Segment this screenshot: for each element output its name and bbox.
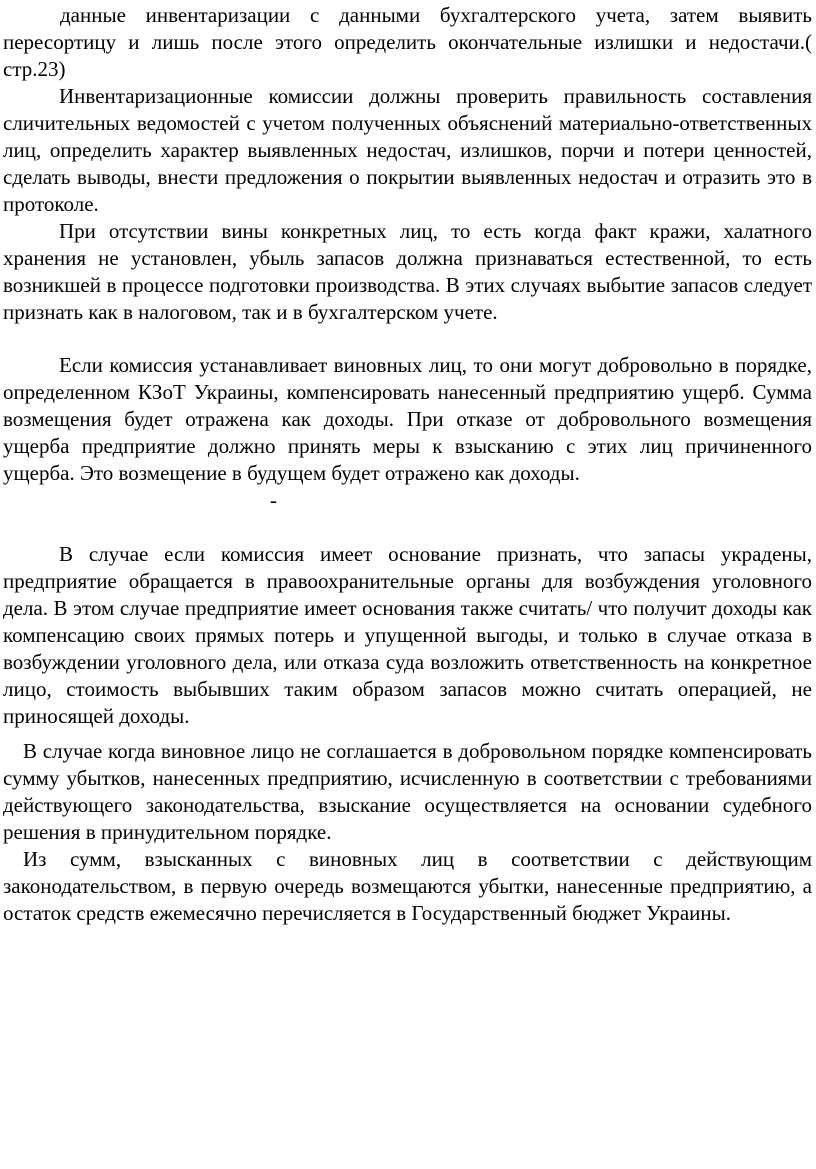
paragraph-inventory-reconciliation: данные инвентаризации с данными бухгалтерского учета, затем выявить пересортицу и лишь после этого определить окончательные излишки и недостачи.( стр.23) — [3, 3, 812, 81]
paragraph-theft-case: В случае если комиссия имеет основание признать, что запасы украдены, предприятие обращается в правоохранительные органы для возбуждения уголовного дела. В этом случае предприятие имеет основания также считать/ что получит доходы как компенсацию своих прямых потерь и упущенной выгоды, и только в случае отказа в возбуждении уголовного дела, или отказа суда возложить ответственность на конкретное лицо, стоимость выбывших таким образом запасов можно считать операцией, не приносящей доходы. — [3, 542, 812, 728]
paragraph-no-guilt: При отсутствии вины конкретных лиц, то есть когда факт кражи, халатного хранения не установлен, убыль запасов должна признаваться естественной, то есть возникшей в процессе подготовки производства. В этих случаях выбытие запасов следует признать как в налоговом, так и в бухгалтерском учете. — [3, 219, 812, 324]
paragraph-state-budget: Из сумм, взысканных с виновных лиц в соответствии с действующим законодательством, в первую очередь возмещаются убытки, нанесенные предприятию, а остаток средств ежемесячно перечисляется в Государственный бюджет Украины. — [3, 847, 812, 925]
paragraph-court-collection: В случае когда виновное лицо не соглашается в добровольном порядке компенсировать сумму убытков, нанесенных предприятию, исчисленную в соответствии с требованиями действующего законодательства, взыскание осуществляется на основании судебного решения в принудительном порядке. — [3, 739, 812, 844]
paragraph-guilty-persons: Если комиссия устанавливает виновных лиц, то они могут добровольно в порядке, определенном КЗоТ Украины, компенсировать нанесенный предприятию ущерб. Сумма возмещения будет отражена как доходы. При отказе от добровольного возмещения ущерба предприятие должно принять меры к взысканию с этих лиц причиненного ущерба. Это возмещение в будущем будет отражено как доходы. — [3, 353, 812, 485]
stray-dash-mark: - — [270, 488, 277, 512]
paragraph-commission-duties: Инвентаризационные комиссии должны проверить правильность составления сличительных ведомостей с учетом полученных объяснений материально-ответственных лиц, определить характер выявленных недостач, излишков, порчи и потери ценностей, сделать выводы, внести предложения о покрытии выявленных недостач и отразить это в протоколе. — [3, 84, 812, 216]
